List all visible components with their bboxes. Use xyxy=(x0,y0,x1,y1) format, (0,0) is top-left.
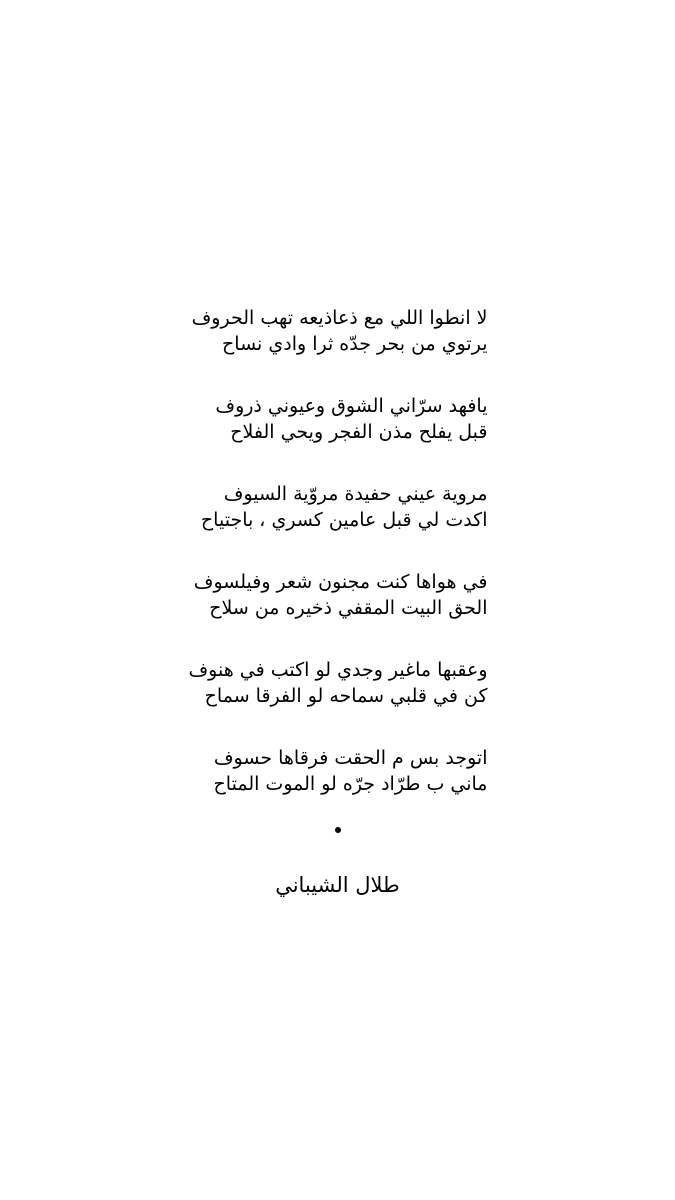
author-name: طلال الشيباني xyxy=(275,873,400,897)
stanza-2 xyxy=(188,393,488,445)
stanza-3 xyxy=(188,481,488,533)
poem-line: وعقبها ماغير وجدي لو اكتب في هنوف xyxy=(188,659,488,681)
separator-dot xyxy=(335,827,341,833)
poem-line: اكدت لي قبل عامين كسري ، باجتياح xyxy=(200,509,488,531)
poem-line: في هواها كنت مجنون شعر وفيلسوف xyxy=(193,571,488,593)
poem-line: كن في قلبي سماحه لو الفرقا سماح xyxy=(204,685,488,707)
stanza-4 xyxy=(188,569,488,621)
stanza-6 xyxy=(188,745,488,797)
poem-line: يرتوي من بحر جدّه ثرا وادي نساح xyxy=(222,333,488,355)
poem-line: يافهد سرّاني الشوق وعيوني ذروف xyxy=(215,395,488,417)
stanza-5 xyxy=(188,657,488,709)
stanza-1 xyxy=(188,305,488,357)
poem-line: اتوجد بس م الحقت فرقاها حسوف xyxy=(213,747,488,769)
poem xyxy=(0,305,675,899)
poem-line: لا انطوا اللي مع ذعاذيعه تهب الحروف xyxy=(191,307,488,329)
poem-line: الحق البيت المقفي ذخيره من سلاح xyxy=(209,597,488,619)
poem-line: مروية عيني حفيدة مروّية السيوف xyxy=(223,483,488,505)
poem-line: قبل يفلح مذن الفجر ويحي الفلاح xyxy=(230,421,488,443)
poem-line: ماني ب طرّاد جرّه لو الموت المتاح xyxy=(213,773,488,795)
